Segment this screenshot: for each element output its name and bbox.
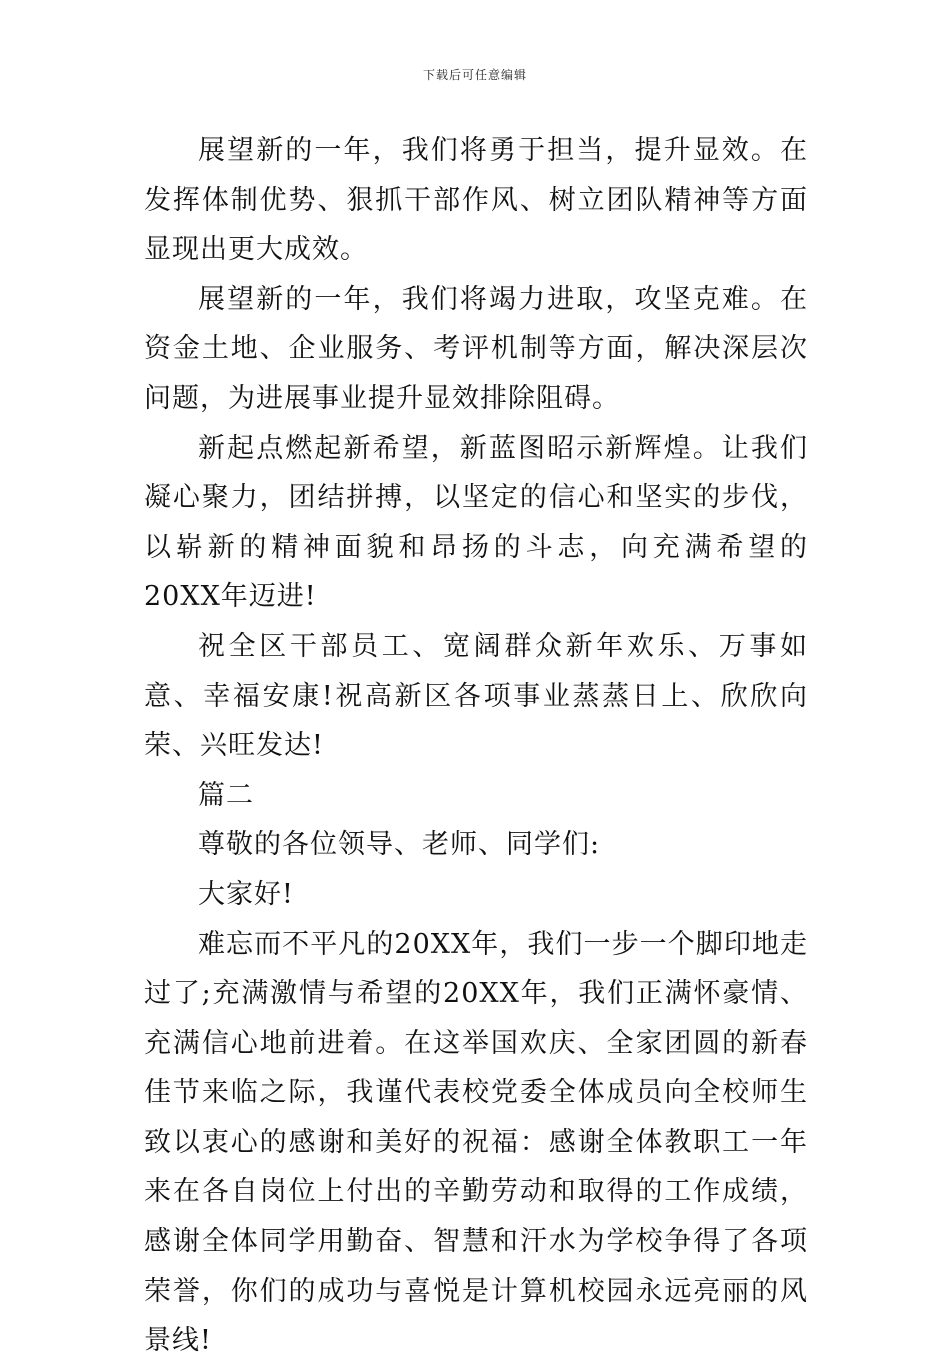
greeting: 大家好!	[198, 878, 294, 910]
section-heading: 篇二	[198, 779, 254, 811]
header-note: 下载后可任意编辑	[422, 68, 527, 82]
paragraph-2: 展望新的一年，我们将竭力进取，攻坚克难。在资金土地、企业服务、考评机制等方面，解决深层次问题，为进展事业提升显效排除阻碍。	[144, 283, 808, 414]
paragraph-1: 展望新的一年，我们将勇于担当，提升显效。在发挥体制优势、狠抓干部作风、树立团队精神等方面显现出更大成效。	[144, 135, 808, 266]
salutation: 尊敬的各位领导、老师、同学们:	[198, 829, 601, 861]
paragraph-3: 新起点燃起新希望，新蓝图昭示新辉煌。让我们凝心聚力，团结拼搏，以坚定的信心和坚实的步伐，以崭新的精神面貌和昂扬的斗志，向充满希望的20XX年迈进!	[144, 432, 808, 613]
paragraph-5: 难忘而不平凡的20XX年，我们一步一个脚印地走过了;充满激情与希望的20XX年，我们正满怀豪情、充满信心地前进着。在这举国欢庆、全家团圆的新春佳节来临之际，我谨代表校党委全体成员向全校师生致以衷心的感谢和美好的祝福：感谢全体教职工一年来在各自岗位上付出的辛勤劳动和取得的工作成绩，感谢全体同学用勤奋、智慧和汗水为学校争得了各项荣誉，你们的成功与喜悦是计算机校园永远亮丽的风景线!	[144, 928, 808, 1357]
document-body	[144, 126, 808, 1366]
paragraph-4: 祝全区干部员工、宽阔群众新年欢乐、万事如意、幸福安康!祝高新区各项事业蒸蒸日上、欣欣向荣、兴旺发达!	[144, 630, 808, 762]
